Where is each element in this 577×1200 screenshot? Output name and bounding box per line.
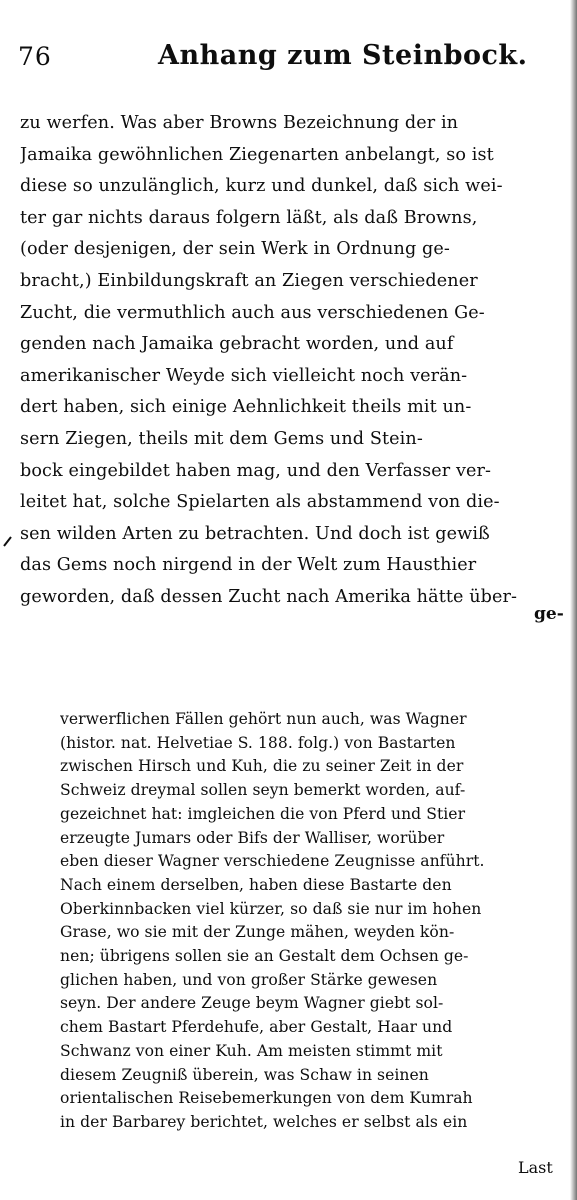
text-line: eben dieser Wagner verschiedene Zeugnisse anführt.	[60, 852, 485, 871]
page-number: 76	[18, 42, 52, 71]
text-line: genden nach Jamaika gebracht worden, und auf	[20, 334, 454, 355]
text-line: verwerflichen Fällen gehört nun auch, was Wagner	[60, 710, 467, 728]
catchword: ge-	[534, 604, 564, 624]
lower-text-block	[60, 708, 570, 1135]
text-line: diesem Zeugniß überein, was Schaw in seinen	[60, 1065, 429, 1084]
text-line: ter gar nichts daraus folgern läßt, als daß Browns,	[20, 207, 478, 228]
text-line: Schweiz dreymal sollen seyn bemerkt worden, auf-	[60, 781, 466, 800]
text-line: Grase, wo sie mit der Zunge mähen, weyden kön-	[60, 923, 455, 942]
text-line: nen; übrigens sollen sie an Gestalt dem Ochsen ge-	[60, 947, 469, 966]
text-line: bock eingebildet haben mag, und den Verfasser ver-	[20, 460, 492, 481]
text-line: zwischen Hirsch und Kuh, die zu seiner Zeit in der	[60, 757, 464, 776]
margin-mark	[2, 536, 12, 548]
text-line: seyn. Der andere Zeuge beym Wagner giebt sol-	[60, 994, 444, 1013]
text-line: amerikanischer Weyde sich vielleicht noch verän-	[20, 365, 468, 386]
text-line: diese so unzulänglich, kurz und dunkel, daß sich wei-	[20, 176, 503, 197]
text-line: das Gems noch nirgend in der Welt zum Hausthier	[20, 555, 477, 576]
text-line: Oberkinnbacken viel kürzer, so daß sie nur im hohen	[60, 899, 482, 918]
text-line: Zucht, die vermuthlich auch aus verschiedenen Ge-	[20, 302, 485, 323]
text-line: sen wilden Arten zu betrachten. Und doch ist gewiß	[20, 523, 490, 544]
text-line: erzeugte Jumars oder Bifs der Walliser, worüber	[60, 828, 445, 847]
text-line: in der Barbarey berichtet, welches er selbst als ein	[60, 1112, 468, 1131]
catchword: Last	[518, 1158, 553, 1177]
text-line: Nach einem derselben, haben diese Bastarte den	[60, 875, 452, 894]
text-line: dert haben, sich einige Aehnlichkeit theils mit un-	[20, 397, 472, 418]
text-line: leitet hat, solche Spielarten als abstammend von die-	[20, 492, 500, 513]
text-line: Jamaika gewöhnlichen Ziegenarten anbelangt, so ist	[20, 144, 494, 165]
running-head: Anhang zum Steinbock.	[158, 40, 528, 71]
page-edge-shadow	[570, 0, 577, 1200]
text-line: gezeichnet hat: imgleichen die von Pferd und Stier	[60, 804, 466, 823]
text-line: zu werfen. Was aber Browns Bezeichnung der in	[20, 113, 459, 133]
upper-text-block	[20, 108, 570, 614]
text-line: geworden, daß dessen Zucht nach Amerika hätte über-	[20, 586, 518, 607]
text-line: Schwanz von einer Kuh. Am meisten stimmt mit	[60, 1041, 443, 1060]
text-line: sern Ziegen, theils mit dem Gems und Stein-	[20, 428, 423, 449]
text-line: (oder desjenigen, der sein Werk in Ordnung ge-	[20, 239, 450, 260]
text-line: glichen haben, und von großer Stärke gewesen	[60, 970, 438, 989]
text-line: (histor. nat. Helvetiae S. 188. folg.) von Bastarten	[60, 733, 456, 752]
text-line: orientalischen Reisebemerkungen von dem Kumrah	[60, 1089, 473, 1108]
text-line: bracht,) Einbildungskraft an Ziegen verschiedener	[20, 270, 478, 291]
text-line: chem Bastart Pferdehufe, aber Gestalt, Haar und	[60, 1018, 453, 1037]
